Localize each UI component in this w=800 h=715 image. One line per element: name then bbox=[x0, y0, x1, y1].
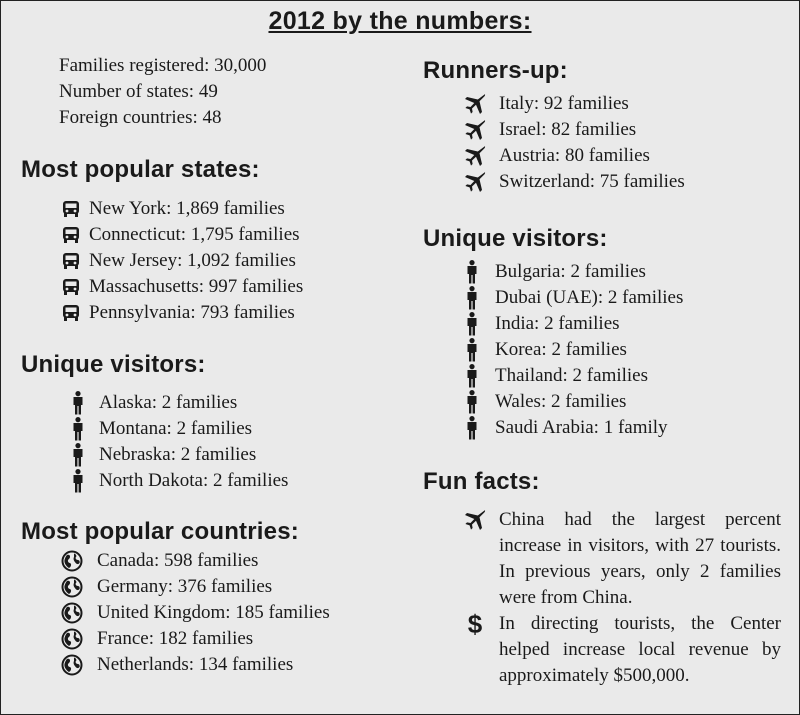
list-item-label: France: 182 families bbox=[97, 628, 254, 649]
list-item-label: Wales: 2 families bbox=[495, 391, 627, 412]
bus-icon bbox=[61, 200, 81, 218]
fun-fact-china-text: China had the largest percent increase in visitors, with 27 tourists. In previous years, only 2 families were from China. bbox=[499, 509, 781, 608]
person-icon bbox=[71, 443, 85, 467]
list-item-label: Switzerland: 75 families bbox=[499, 171, 685, 192]
list-item-label: Bulgaria: 2 families bbox=[495, 261, 646, 282]
person-icon bbox=[465, 260, 479, 284]
dollar-symbol: $ bbox=[467, 609, 483, 639]
heading-unique-visitors-countries: Unique visitors: bbox=[423, 225, 608, 252]
heading-most-popular-states: Most popular states: bbox=[21, 156, 260, 183]
list-item bbox=[465, 259, 683, 285]
list-popular-states bbox=[61, 196, 303, 326]
list-item-label: Dubai (UAE): 2 families bbox=[495, 287, 684, 308]
list-unique-visitors-states bbox=[71, 390, 288, 494]
dollar-icon bbox=[463, 611, 499, 637]
list-item bbox=[465, 311, 683, 337]
list-item bbox=[61, 652, 330, 678]
list-item-label: Saudi Arabia: 1 family bbox=[495, 417, 668, 438]
airplane-icon bbox=[463, 118, 487, 142]
bus-icon bbox=[61, 278, 81, 296]
list-item bbox=[463, 143, 685, 169]
person-icon bbox=[465, 390, 479, 414]
list-item-label: Pennsylvania: 793 families bbox=[89, 302, 295, 323]
list-item-label: Korea: 2 families bbox=[495, 339, 627, 360]
list-runners-up bbox=[463, 91, 685, 195]
list-item-label: Thailand: 2 families bbox=[495, 365, 649, 386]
person-icon bbox=[465, 338, 479, 362]
globe-icon bbox=[61, 628, 83, 650]
person-icon bbox=[465, 312, 479, 336]
stat-families-registered: Families registered: 30,000 bbox=[59, 55, 267, 76]
list-item-label: Massachusetts: 997 families bbox=[89, 276, 304, 297]
list-item-label: Montana: 2 families bbox=[99, 418, 253, 439]
list-item-label: Austria: 80 families bbox=[499, 145, 650, 166]
list-item-label: Italy: 92 families bbox=[499, 93, 629, 114]
list-item-label: Alaska: 2 families bbox=[99, 392, 238, 413]
list-item bbox=[61, 626, 330, 652]
list-item-label: Netherlands: 134 families bbox=[97, 654, 294, 675]
list-item bbox=[61, 300, 303, 326]
globe-icon bbox=[61, 550, 83, 572]
fun-fact-china bbox=[463, 507, 783, 611]
list-item bbox=[71, 390, 288, 416]
list-item bbox=[465, 337, 683, 363]
globe-icon bbox=[61, 576, 83, 598]
list-item-label: New Jersey: 1,092 families bbox=[89, 250, 296, 271]
list-item bbox=[465, 389, 683, 415]
list-item-label: India: 2 families bbox=[495, 313, 620, 334]
list-item bbox=[465, 285, 683, 311]
stat-number-of-states: Number of states: 49 bbox=[59, 81, 218, 102]
person-icon bbox=[465, 416, 479, 440]
airplane-icon bbox=[463, 92, 487, 116]
list-item bbox=[465, 415, 683, 441]
heading-fun-facts: Fun facts: bbox=[423, 468, 540, 495]
airplane-icon bbox=[463, 508, 499, 532]
list-item bbox=[463, 169, 685, 195]
list-item-label: Germany: 376 families bbox=[97, 576, 273, 597]
person-icon bbox=[71, 417, 85, 441]
list-item-label: Israel: 82 families bbox=[499, 119, 637, 140]
bus-icon bbox=[61, 304, 81, 322]
heading-unique-visitors-states: Unique visitors: bbox=[21, 351, 206, 378]
list-item-label: Nebraska: 2 families bbox=[99, 444, 257, 465]
person-icon bbox=[71, 391, 85, 415]
airplane-icon bbox=[463, 170, 487, 194]
list-item-label: Canada: 598 families bbox=[97, 550, 259, 571]
list-item bbox=[61, 274, 303, 300]
list-item bbox=[465, 363, 683, 389]
bus-icon bbox=[61, 226, 81, 244]
list-item bbox=[61, 222, 303, 248]
bus-icon bbox=[61, 252, 81, 270]
stat-foreign-countries: Foreign countries: 48 bbox=[59, 107, 222, 128]
list-item bbox=[463, 91, 685, 117]
list-item bbox=[61, 248, 303, 274]
globe-icon bbox=[61, 654, 83, 676]
list-item bbox=[61, 548, 330, 574]
fun-fact-revenue-text: In directing tourists, the Center helped increase local revenue by approximately $500,000. bbox=[499, 613, 781, 686]
globe-icon bbox=[61, 602, 83, 624]
list-item bbox=[71, 416, 288, 442]
list-item bbox=[61, 600, 330, 626]
person-icon bbox=[465, 364, 479, 388]
airplane-icon bbox=[463, 144, 487, 168]
list-item-label: Connecticut: 1,795 families bbox=[89, 224, 300, 245]
list-item-label: United Kingdom: 185 families bbox=[97, 602, 330, 623]
list-item bbox=[463, 117, 685, 143]
list-item-label: New York: 1,869 families bbox=[89, 198, 285, 219]
heading-runners-up: Runners-up: bbox=[423, 57, 568, 84]
list-item bbox=[71, 468, 288, 494]
fun-fact-revenue bbox=[463, 611, 783, 689]
person-icon bbox=[465, 286, 479, 310]
list-popular-countries bbox=[61, 548, 330, 678]
list-item bbox=[61, 574, 330, 600]
list-unique-visitors-countries bbox=[465, 259, 683, 441]
list-item bbox=[71, 442, 288, 468]
person-icon bbox=[71, 469, 85, 493]
list-item-label: North Dakota: 2 families bbox=[99, 470, 289, 491]
page-title: 2012 by the numbers: bbox=[268, 7, 532, 35]
heading-most-popular-countries: Most popular countries: bbox=[21, 518, 299, 545]
list-item bbox=[61, 196, 303, 222]
